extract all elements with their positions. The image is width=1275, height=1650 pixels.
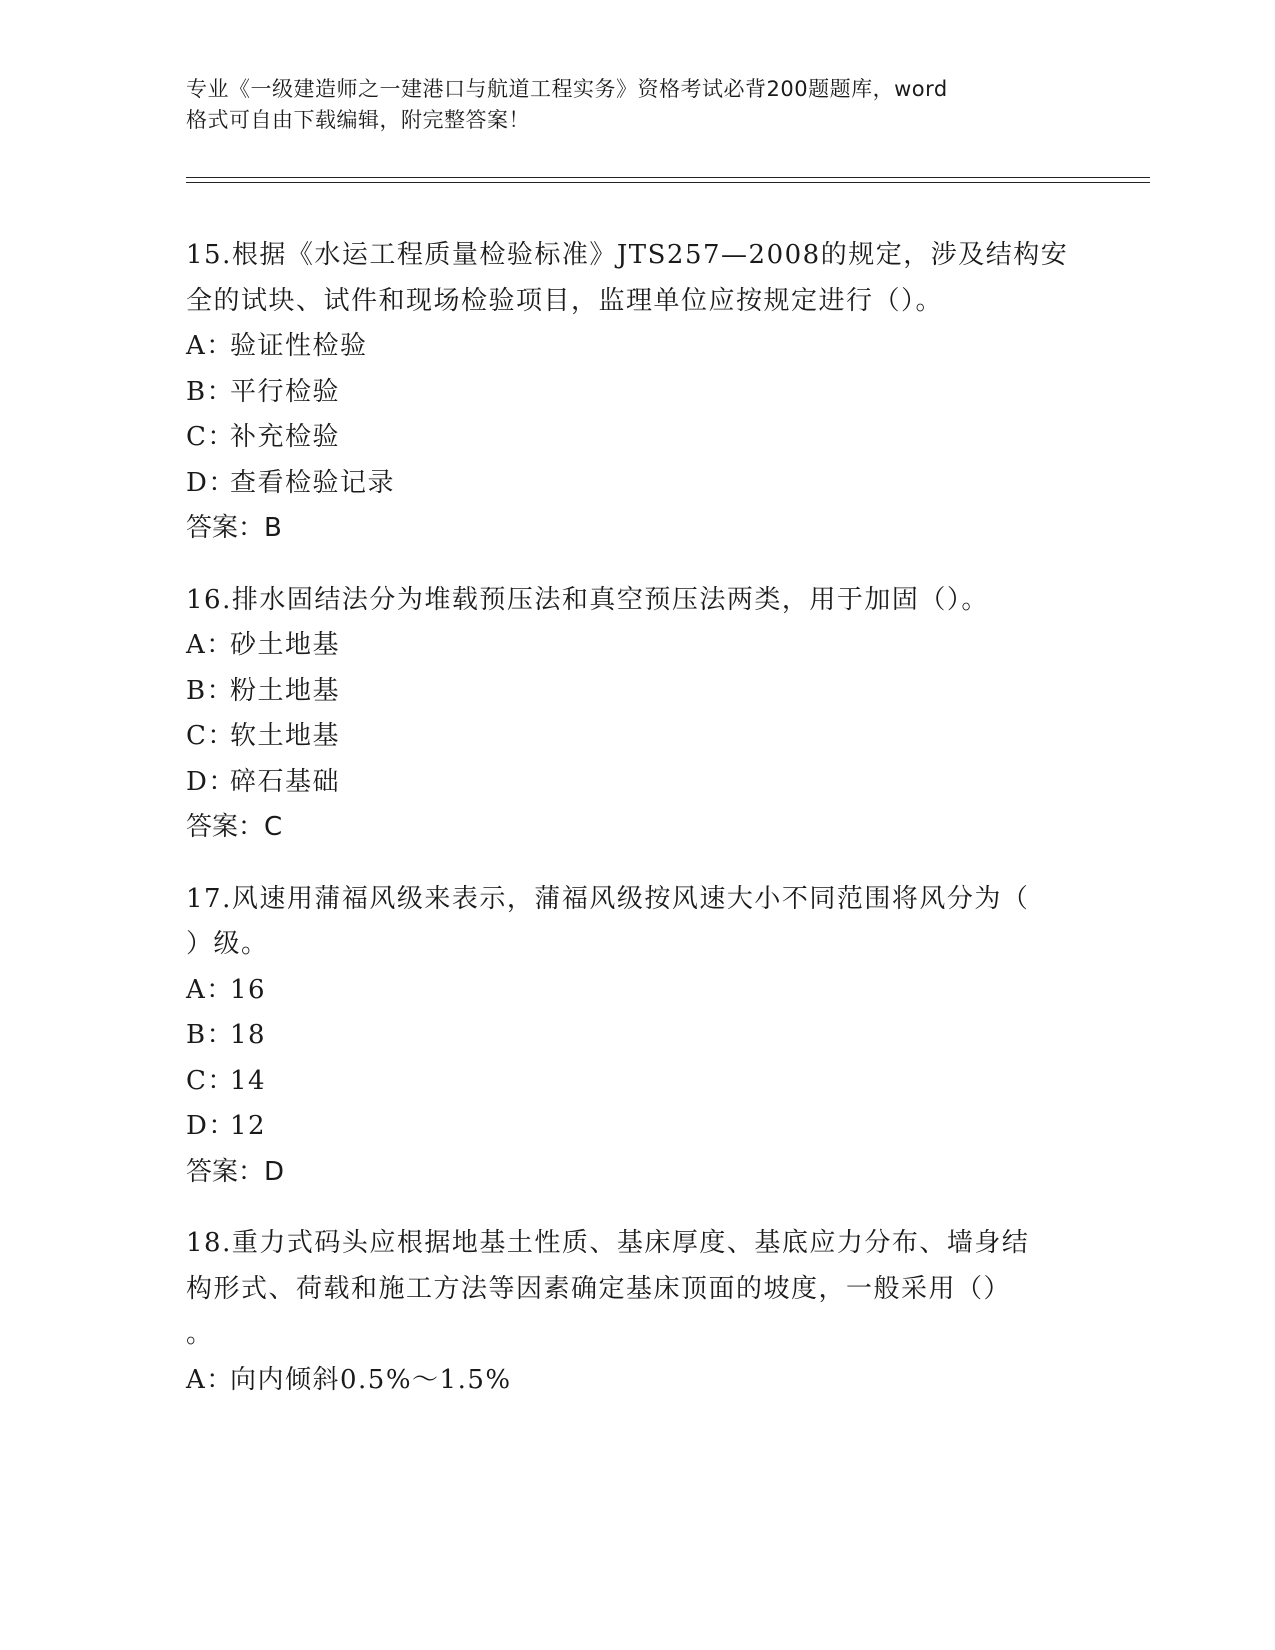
option-key: B： <box>186 675 235 706</box>
document-header <box>186 74 1066 136</box>
question-17 <box>186 877 1086 1196</box>
option-key: B： <box>186 1020 235 1050</box>
option-key: A： <box>186 1364 234 1395</box>
option-text: 查看检验记录 <box>230 467 396 498</box>
question-text-line: 17.风速用蒲福风级来表示，蒲福风级按风速大小不同范围将风分为（ <box>186 883 1030 914</box>
question-text-line: 16.排水固结法分为堆载预压法和真空预压法两类，用于加固（）。 <box>186 584 989 615</box>
option-text: 砂土地基 <box>230 630 341 660</box>
option-c <box>186 415 1086 461</box>
answer-text: 答案：D <box>186 1156 285 1187</box>
option-text: 16 <box>230 974 267 1005</box>
option-key: D： <box>186 467 236 498</box>
option-key: A： <box>186 630 234 660</box>
option-key: B： <box>186 376 235 407</box>
option-text: 向内倾斜0.5%～1.5% <box>230 1364 512 1395</box>
option-text: 软土地基 <box>230 721 341 751</box>
option-a <box>186 623 1086 669</box>
option-key: C： <box>186 1065 235 1096</box>
option-key: A： <box>186 331 234 361</box>
option-key: D： <box>186 766 236 797</box>
option-key: A： <box>186 974 234 1005</box>
option-b <box>186 669 1086 715</box>
option-key: D： <box>186 1111 236 1141</box>
option-text: 补充检验 <box>230 422 341 452</box>
option-a <box>186 968 1086 1014</box>
option-text: 平行检验 <box>230 376 341 407</box>
question-text-line: ）级。 <box>186 929 269 959</box>
header-line-2: 格式可自由下载编辑，附完整答案！ <box>186 108 530 132</box>
option-key: C： <box>186 422 235 452</box>
option-text: 粉土地基 <box>230 675 341 706</box>
option-b <box>186 370 1086 416</box>
header-divider-top <box>186 177 1150 178</box>
option-text: 12 <box>230 1111 267 1141</box>
option-text: 验证性检验 <box>230 331 368 361</box>
question-18 <box>186 1221 1086 1403</box>
option-a <box>186 324 1086 370</box>
option-text: 碎石基础 <box>230 766 341 797</box>
option-d <box>186 760 1086 806</box>
option-c <box>186 1059 1086 1105</box>
option-c <box>186 714 1086 760</box>
option-key: C： <box>186 721 235 751</box>
question-text-line: 15.根据《水运工程质量检验标准》JTS257—2008的规定，涉及结构安 <box>186 240 1069 270</box>
question-15 <box>186 233 1086 552</box>
option-text: 18 <box>230 1020 267 1050</box>
option-d <box>186 461 1086 507</box>
option-a <box>186 1358 1086 1404</box>
question-text-line: 全的试块、试件和现场检验项目，监理单位应按规定进行（）。 <box>186 285 944 316</box>
option-text: 14 <box>230 1065 267 1096</box>
option-d <box>186 1104 1086 1150</box>
question-list <box>186 233 1086 1429</box>
header-divider-bottom <box>186 182 1150 183</box>
answer-text: 答案：C <box>186 812 283 842</box>
header-line-1: 专业《一级建造师之一建港口与航道工程实务》资格考试必背200题题库，word <box>186 77 948 101</box>
option-b <box>186 1013 1086 1059</box>
answer-text: 答案：B <box>186 513 282 543</box>
question-text-line: 构形式、荷载和施工方法等因素确定基床顶面的坡度，一般采用（） <box>186 1273 1012 1304</box>
question-text-line: 。 <box>186 1319 214 1349</box>
question-16 <box>186 578 1086 851</box>
question-text-line: 18.重力式码头应根据地基土性质、基床厚度、基底应力分布、墙身结 <box>186 1228 1030 1258</box>
